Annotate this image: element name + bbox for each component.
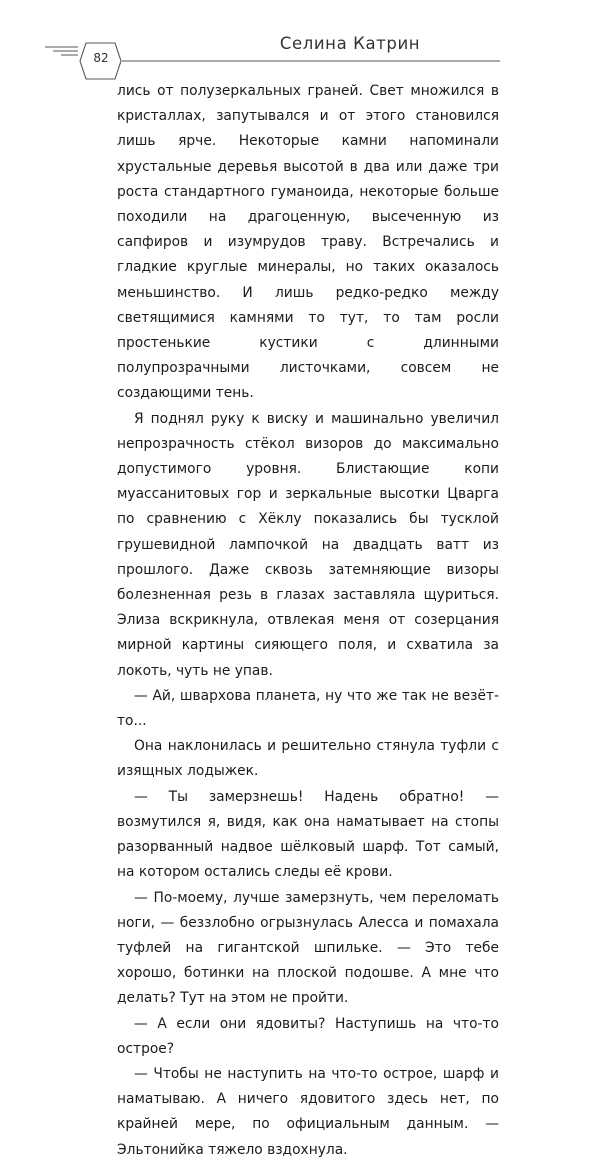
paragraph: — А если они ядовиты? Наступишь на что-то острое? — [117, 1015, 499, 1057]
page-header — [0, 0, 600, 80]
paragraph: лись от полузеркальных граней. Свет множился в кристаллах, запутывался и от этого становился лишь ярче. Некоторые камни напоминали хрустальные деревья высотой в два или даже три роста стандартного гуманоида, некоторые больше походили на драгоценную, высеченную из сапфиров и изумрудов траву. Встречались и гладкие круглые минералы, но таких оказалось меньшинство. И лишь редко-редко между светящимися камнями то тут, то там росли простенькие кустики с длинными полупрозрачными листочками, совсем не создающими тень. — [117, 83, 499, 402]
paragraph: — По-моему, лучше замерзнуть, чем переломать ноги, — беззлобно огрызнулась Алесса и помахала туфлей на гигантской шпильке. — Это тебе хорошо, ботинки на плоской подошве. А мне что делать? Тут на этом не пройти. — [117, 889, 499, 1007]
paragraph: Я поднял руку к виску и машинально увеличил непрозрачность стёкол визоров до максимально допустимого уровня. Блистающие копи муассанитовых гор и зеркальные высотки Цварга по сравнению с Хёклу показались бы тусклой грушевидной лампочкой на двадцать ватт из прошлого. Даже сквозь затемняющие визоры болезненная резь в глазах заставляла щуриться. Элиза вскрикнула, отвлекая меня от созерцания мирной картины сияющего поля, и схватила за локоть, чуть не упав. — [117, 410, 499, 679]
running-head-author: Селина Катрин — [279, 34, 421, 53]
paragraph: — Чтобы не наступить на что-то острое, шарф и наматываю. А ничего ядовитого здесь нет, по крайней мере, по официальным данным. — Эльтонийка тяжело вздохнула. — [117, 1065, 499, 1158]
paragraph: — Ай, швархова планета, ну что же так не везёт-то... — [117, 687, 499, 730]
page-number: 82 — [93, 51, 109, 65]
paragraph: Она наклонилась и решительно стянула туфли с изящных лодыжек. — [117, 738, 499, 780]
paragraph: — Ты замерзнешь! Надень обратно! — возмутился я, видя, как она наматывает на стопы разорванный надвое шёлковый шарф. Тот самый, на котором остались следы её крови. — [117, 788, 499, 881]
body-text — [117, 79, 499, 1163]
